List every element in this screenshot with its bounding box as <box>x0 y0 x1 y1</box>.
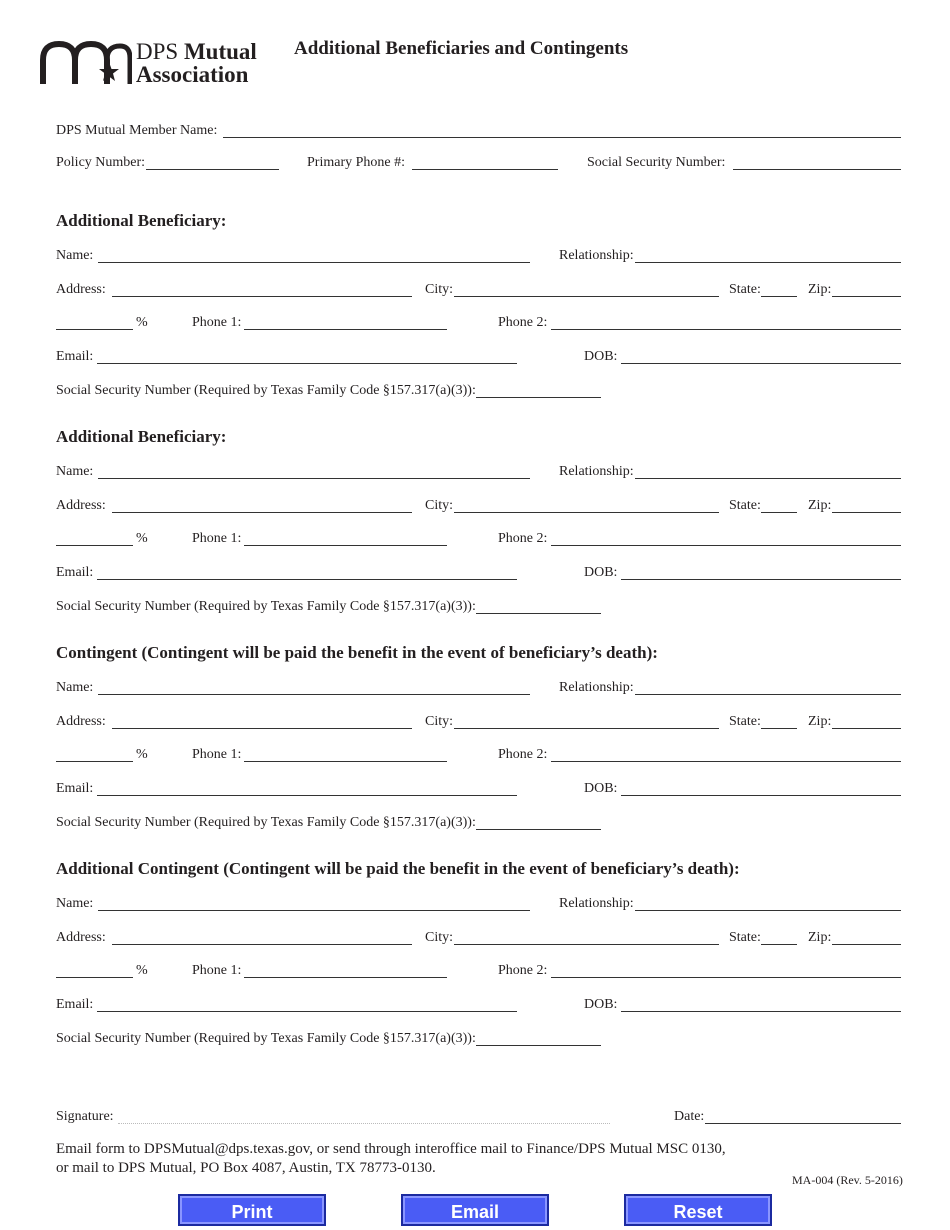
section-2-heading: Additional Beneficiary: <box>56 427 227 446</box>
section-1-zip-field[interactable] <box>832 296 901 297</box>
section-4-heading: Additional Contingent (Contingent will be paid the benefit in the event of beneficiary’s death): <box>56 859 740 878</box>
form-number: MA-004 (Rev. 5-2016) <box>792 1173 903 1187</box>
section-2-relationship-label: Relationship: <box>559 464 634 479</box>
section-3-address-label: Address: <box>56 714 106 729</box>
section-3-city-field[interactable] <box>454 728 719 729</box>
logo-text-mutual: Mutual <box>183 39 257 64</box>
member-ssn-label: Social Security Number: <box>587 155 726 170</box>
section-2-address-field[interactable] <box>112 512 412 513</box>
section-4-phone2-label: Phone 2: <box>498 963 548 978</box>
section-4-zip-field[interactable] <box>832 944 901 945</box>
date-label: Date: <box>674 1109 705 1124</box>
section-3-percent-field[interactable] <box>56 761 133 762</box>
section-1-state-field[interactable] <box>761 296 797 297</box>
section-3-phone1-label: Phone 1: <box>192 747 242 762</box>
section-4-relationship-label: Relationship: <box>559 896 634 911</box>
section-3-email-label: Email: <box>56 781 94 796</box>
section-2-zip-field[interactable] <box>832 512 901 513</box>
section-4-dob-label: DOB: <box>584 997 618 1012</box>
section-2-relationship-field[interactable] <box>635 478 901 479</box>
section-4-email-label: Email: <box>56 997 94 1012</box>
section-3-phone2-label: Phone 2: <box>498 747 548 762</box>
section-1-phone2-label: Phone 2: <box>498 315 548 330</box>
section-1-ssn-field[interactable] <box>476 397 601 398</box>
section-1-heading: Additional Beneficiary: <box>56 211 227 230</box>
section-4-zip-label: Zip: <box>808 930 832 945</box>
section-3-dob-label: DOB: <box>584 781 618 796</box>
section-3-relationship-label: Relationship: <box>559 680 634 695</box>
section-3-phone1-field[interactable] <box>244 761 447 762</box>
section-1-phone1-field[interactable] <box>244 329 447 330</box>
section-4-phone2-field[interactable] <box>551 977 901 978</box>
section-2-city-label: City: <box>425 498 454 513</box>
section-3-email-field[interactable] <box>97 795 517 796</box>
section-4-phone1-label: Phone 1: <box>192 963 242 978</box>
section-3-zip-label: Zip: <box>808 714 832 729</box>
section-4-address-field[interactable] <box>112 944 412 945</box>
section-1-name-label: Name: <box>56 248 94 263</box>
section-4-ssn-field[interactable] <box>476 1045 601 1046</box>
section-2-state-label: State: <box>729 498 761 513</box>
section-2-percent-label: % <box>136 531 148 546</box>
policy-number-field[interactable] <box>146 169 279 170</box>
section-3-state-label: State: <box>729 714 761 729</box>
primary-phone-label: Primary Phone #: <box>307 155 405 170</box>
section-1-ssn-label: Social Security Number (Required by Texas Family Code §157.317(a)(3)): <box>56 383 476 398</box>
dps-mutual-logo-icon <box>40 40 132 86</box>
reset-button[interactable]: Reset <box>624 1194 772 1226</box>
section-4-relationship-field[interactable] <box>635 910 901 911</box>
mailing-instructions-line2: or mail to DPS Mutual, PO Box 4087, Austin, TX 78773-0130. <box>56 1160 436 1176</box>
section-3-heading: Contingent (Contingent will be paid the benefit in the event of beneficiary’s death): <box>56 643 658 662</box>
section-3-relationship-field[interactable] <box>635 694 901 695</box>
section-2-ssn-field[interactable] <box>476 613 601 614</box>
logo-text-dps: DPS <box>136 39 184 64</box>
section-4-percent-label: % <box>136 963 148 978</box>
section-4-email-field[interactable] <box>97 1011 517 1012</box>
section-4-phone1-field[interactable] <box>244 977 447 978</box>
section-3-city-label: City: <box>425 714 454 729</box>
primary-phone-field[interactable] <box>412 169 558 170</box>
section-4-state-field[interactable] <box>761 944 797 945</box>
section-2-email-field[interactable] <box>97 579 517 580</box>
section-2-address-label: Address: <box>56 498 106 513</box>
logo-wordmark <box>136 40 257 86</box>
section-4-ssn-label: Social Security Number (Required by Texas Family Code §157.317(a)(3)): <box>56 1031 476 1046</box>
section-4-name-label: Name: <box>56 896 94 911</box>
section-4-dob-field[interactable] <box>621 1011 901 1012</box>
section-4-city-label: City: <box>425 930 454 945</box>
section-1-state-label: State: <box>729 282 761 297</box>
section-4-address-label: Address: <box>56 930 106 945</box>
email-button[interactable]: Email <box>401 1194 549 1226</box>
section-1-city-label: City: <box>425 282 454 297</box>
signature-label: Signature: <box>56 1109 114 1124</box>
section-1-phone2-field[interactable] <box>551 329 901 330</box>
section-2-city-field[interactable] <box>454 512 719 513</box>
section-1-dob-label: DOB: <box>584 349 618 364</box>
policy-number-label: Policy Number: <box>56 155 146 170</box>
section-2-phone2-field[interactable] <box>551 545 901 546</box>
mailing-instructions-line1: Email form to DPSMutual@dps.texas.gov, or send through interoffice mail to Finance/DPS Mutual MSC 0130, <box>56 1141 726 1157</box>
section-1-relationship-label: Relationship: <box>559 248 634 263</box>
section-1-email-field[interactable] <box>97 363 517 364</box>
member-name-label: DPS Mutual Member Name: <box>56 123 218 138</box>
member-ssn-field[interactable] <box>733 169 901 170</box>
section-1-zip-label: Zip: <box>808 282 832 297</box>
section-2-state-field[interactable] <box>761 512 797 513</box>
signature-field[interactable] <box>118 1123 610 1124</box>
section-3-phone2-field[interactable] <box>551 761 901 762</box>
section-1-percent-label: % <box>136 315 148 330</box>
section-1-phone1-label: Phone 1: <box>192 315 242 330</box>
section-2-phone1-field[interactable] <box>244 545 447 546</box>
section-3-ssn-field[interactable] <box>476 829 601 830</box>
date-field[interactable] <box>705 1123 901 1124</box>
section-3-state-field[interactable] <box>761 728 797 729</box>
section-2-phone1-label: Phone 1: <box>192 531 242 546</box>
section-1-dob-field[interactable] <box>621 363 901 364</box>
section-3-dob-field[interactable] <box>621 795 901 796</box>
section-4-percent-field[interactable] <box>56 977 133 978</box>
section-2-name-field[interactable] <box>98 478 530 479</box>
logo-text-association: Association <box>136 62 249 87</box>
section-3-address-field[interactable] <box>112 728 412 729</box>
section-1-percent-field[interactable] <box>56 329 133 330</box>
section-2-dob-field[interactable] <box>621 579 901 580</box>
section-3-percent-label: % <box>136 747 148 762</box>
section-1-name-field[interactable] <box>98 262 530 263</box>
page-title: Additional Beneficiaries and Contingents <box>294 38 629 59</box>
section-3-name-field[interactable] <box>98 694 530 695</box>
section-2-phone2-label: Phone 2: <box>498 531 548 546</box>
member-name-field[interactable] <box>223 137 901 138</box>
section-4-name-field[interactable] <box>98 910 530 911</box>
section-1-address-label: Address: <box>56 282 106 297</box>
section-3-name-label: Name: <box>56 680 94 695</box>
section-3-ssn-label: Social Security Number (Required by Texas Family Code §157.317(a)(3)): <box>56 815 476 830</box>
section-1-city-field[interactable] <box>454 296 719 297</box>
section-2-name-label: Name: <box>56 464 94 479</box>
section-4-city-field[interactable] <box>454 944 719 945</box>
section-2-email-label: Email: <box>56 565 94 580</box>
section-2-zip-label: Zip: <box>808 498 832 513</box>
section-2-percent-field[interactable] <box>56 545 133 546</box>
section-3-zip-field[interactable] <box>832 728 901 729</box>
section-2-dob-label: DOB: <box>584 565 618 580</box>
section-4-state-label: State: <box>729 930 761 945</box>
section-1-address-field[interactable] <box>112 296 412 297</box>
section-1-relationship-field[interactable] <box>635 262 901 263</box>
section-2-ssn-label: Social Security Number (Required by Texas Family Code §157.317(a)(3)): <box>56 599 476 614</box>
section-1-email-label: Email: <box>56 349 94 364</box>
print-button[interactable]: Print <box>178 1194 326 1226</box>
